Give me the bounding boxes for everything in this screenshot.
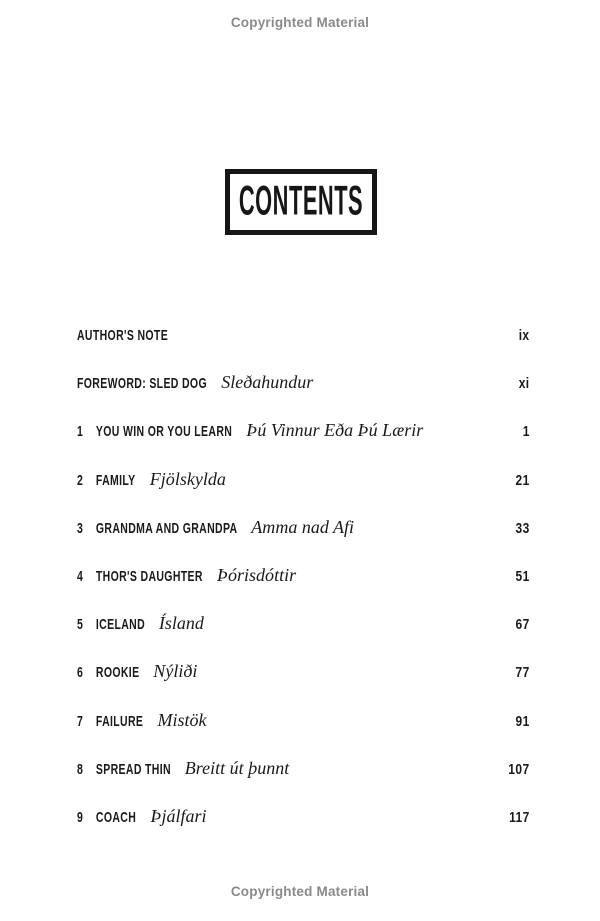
toc-row-left bbox=[77, 709, 207, 731]
toc-row-left bbox=[77, 420, 424, 441]
page-number: 107 bbox=[508, 760, 530, 778]
chapter-number: 3 bbox=[77, 519, 84, 537]
toc-row-left bbox=[77, 805, 207, 827]
chapter-subtitle-icelandic: Sleðahundur bbox=[220, 372, 314, 393]
toc-row bbox=[77, 504, 530, 552]
toc-row bbox=[77, 456, 530, 504]
contents-title-box bbox=[225, 169, 377, 235]
toc-row-left bbox=[77, 757, 290, 779]
toc-row-left bbox=[77, 468, 226, 490]
chapter-title: AUTHOR'S NOTE bbox=[77, 327, 169, 344]
page-number: 91 bbox=[515, 712, 530, 730]
chapter-title: ICELAND bbox=[95, 616, 146, 634]
page-number: 21 bbox=[515, 471, 530, 489]
toc-row-left bbox=[77, 613, 205, 634]
toc-row bbox=[77, 407, 530, 455]
chapter-title: ROOKIE bbox=[95, 664, 140, 682]
chapter-subtitle-icelandic: Breitt út þunnt bbox=[184, 757, 290, 778]
chapter-subtitle-icelandic: Þjálfari bbox=[150, 805, 207, 826]
chapter-subtitle-icelandic: Þórisdóttir bbox=[216, 564, 296, 585]
chapter-title: FAMILY bbox=[95, 471, 136, 489]
toc-row-left bbox=[77, 564, 296, 586]
chapter-title: FOREWORD: SLED DOG bbox=[77, 375, 207, 393]
page-number: xi bbox=[519, 375, 530, 393]
page-number: 1 bbox=[522, 423, 530, 441]
chapter-number: 9 bbox=[77, 808, 84, 826]
toc-row-left bbox=[77, 324, 168, 345]
table-of-contents bbox=[77, 311, 530, 841]
copyright-watermark-bottom: Copyrighted Material bbox=[230, 884, 370, 899]
toc-row bbox=[77, 600, 530, 648]
chapter-number: 8 bbox=[77, 760, 84, 778]
chapter-title: THOR'S DAUGHTER bbox=[95, 567, 203, 585]
copyright-watermark-top: Copyrighted Material bbox=[230, 15, 370, 30]
chapter-number: 2 bbox=[77, 471, 84, 489]
chapter-subtitle-icelandic: Mistök bbox=[157, 709, 207, 730]
toc-row-left bbox=[77, 516, 355, 538]
chapter-title: COACH bbox=[95, 808, 137, 826]
page-number: 117 bbox=[509, 808, 530, 826]
chapter-title: SPREAD THIN bbox=[95, 760, 171, 778]
chapter-number: 7 bbox=[77, 712, 84, 730]
chapter-subtitle-icelandic: Ísland bbox=[159, 613, 205, 634]
toc-row bbox=[77, 552, 530, 600]
chapter-number: 5 bbox=[77, 616, 84, 634]
chapter-number: 1 bbox=[77, 423, 84, 441]
page-number: 67 bbox=[515, 616, 530, 634]
chapter-title: YOU WIN OR YOU LEARN bbox=[95, 423, 233, 441]
contents-title: CONTENTS bbox=[238, 176, 364, 224]
page-number: 33 bbox=[515, 519, 530, 537]
page-number: 51 bbox=[515, 567, 530, 585]
chapter-subtitle-icelandic: Þú Vinnur Eða Þú Lærir bbox=[246, 420, 424, 441]
toc-row bbox=[77, 697, 530, 745]
toc-row bbox=[77, 311, 530, 359]
toc-row bbox=[77, 793, 530, 841]
chapter-subtitle-icelandic: Amma nad Afi bbox=[251, 516, 355, 537]
chapter-title: FAILURE bbox=[95, 712, 144, 730]
chapter-subtitle-icelandic: Fjölskylda bbox=[149, 468, 226, 489]
chapter-number: 6 bbox=[77, 664, 84, 682]
toc-row-left bbox=[77, 372, 314, 393]
toc-row bbox=[77, 359, 530, 407]
chapter-title: GRANDMA AND GRANDPA bbox=[95, 519, 238, 537]
chapter-number: 4 bbox=[77, 567, 84, 585]
toc-row bbox=[77, 745, 530, 793]
page-number: 77 bbox=[515, 664, 530, 682]
chapter-subtitle-icelandic: Nýliði bbox=[153, 661, 198, 682]
toc-row bbox=[77, 648, 530, 696]
page-number: ix bbox=[519, 327, 530, 344]
toc-row-left bbox=[77, 661, 198, 682]
